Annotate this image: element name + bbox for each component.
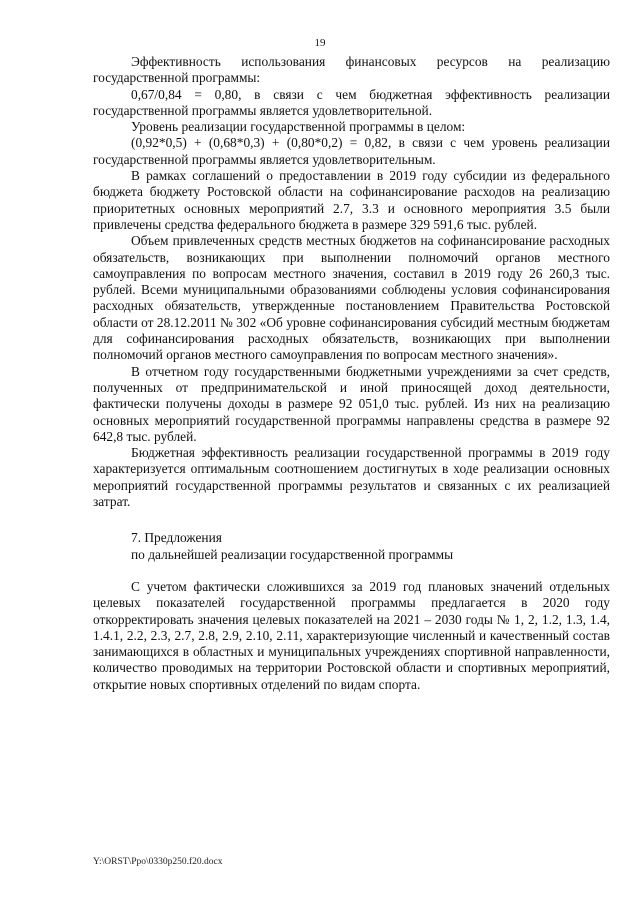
paragraph: 0,67/0,84 = 0,80, в связи с чем бюджетная эффективность реализации государственной программы является удовлетворительной. [93,86,610,118]
paragraph: В рамках соглашений о предоставлении в 2019 году субсидии из федерального бюджета бюджету Ростовской области на софинансирование расходов на реализацию приоритетных основных мероприятий 2.7, 3.3 и основного мероприятия 3.5 были привлечены средства федерального бюджета в размере 329 591,6 тыс. рублей. [93,168,610,232]
paragraph: Объем привлеченных средств местных бюджетов на софинансирование расходных обязательств, возникающих при выполнении полномочий органов местного самоуправления по вопросам местного значения, составил в 2019 году 26 260,3 тыс. рублей. Всеми муниципальными образованиями соблюдены условия софинансирования расходных обязательств, утвержденные постановлением Правительства Ростовской области от 28.12.2011 № 302 «Об уровне софинансирования субсидий местным бюджетам для софинансирования расходных обязательств, возникающих при выполнении полномочий органов местного самоуправления по вопросам местного значения». [93,233,610,363]
footer-file-path: Y:\ORST\Ppo\0330p250.f20.docx [93,857,223,867]
section-subtitle: по дальнейшей реализации государственной программы [131,546,454,562]
document-body [93,54,610,693]
paragraph: С учетом фактически сложившихся за 2019 год плановых значений отдельных целевых показателей государственной программы предлагается в 2020 году откорректировать значения целевых показателей на 2021 – 2030 годы № 1, 2, 1.2, 1.3, 1.4, 1.4.1, 2.2, 2.3, 2.7, 2.8, 2.9, 2.10, 2.11, характеризующие численный и качественный состав занимающихся в областных и муниципальных учреждениях спортивной направленности, количество проводимых на территории Ростовской области и спортивных мероприятий, открытие новых спортивных отделений по видам спорта. [93,578,610,692]
paragraph: Бюджетная эффективность реализации государственной программы в 2019 году характеризуется оптимальным соотношением достигнутых в ходе реализации основных мероприятий государственной программы результатов и связанных с их реализацией затрат. [93,445,610,510]
section-heading-block [93,530,610,563]
section-title: 7. Предложения [131,530,222,546]
paragraph: В отчетном году государственными бюджетными учреждениями за счет средств, полученных от предпринимательской и иной приносящей доход деятельности, фактически получены доходы в размере 92 051,0 тыс. рублей. Из них на реализацию основных мероприятий государственной программы направлены средства в размере 92 642,8 тыс. рублей. [93,363,610,444]
page-number: 19 [314,37,326,49]
paragraph: Эффективность использования финансовых ресурсов на реализацию государственной программы: [93,54,610,86]
paragraph: (0,92*0,5) + (0,68*0,3) + (0,80*0,2) = 0,82, в связи с чем уровень реализации государственной программы является удовлетворительным. [93,135,610,167]
paragraph: Уровень реализации государственной программы в целом: [131,119,466,135]
